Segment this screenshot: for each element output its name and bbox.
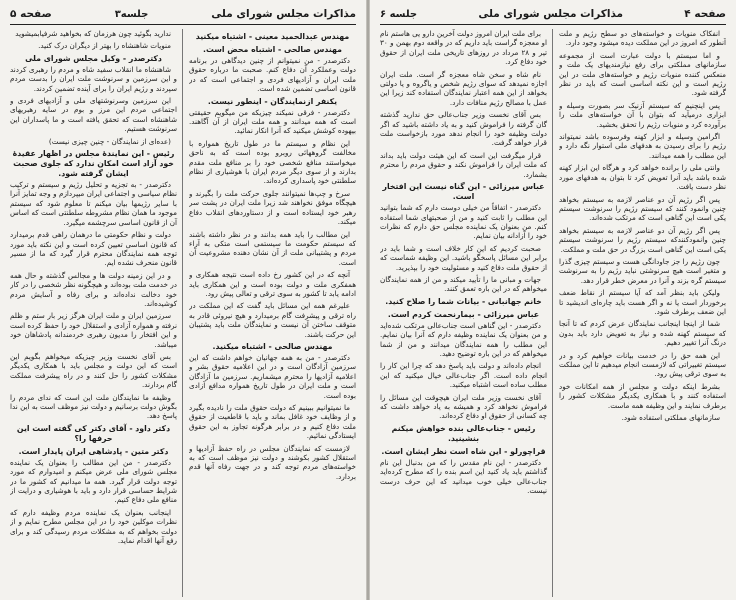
left-page-session: جلسه۳ xyxy=(114,8,149,20)
text-paragraph: دکترصدر - من به همه جهانیان خواهم داشت که این سرزمین آزادگان است و در این اعلامیه حقوق بشر و اعلامیه آزادیها را محترم میشماریم. سرزمین ما آزادگان است و ملت ایران در طول تاریخ همواره مدافع آزادی بوده است. xyxy=(189,352,356,400)
text-paragraph: منویات شاهنشاه را بهتر از دیگران درک کنید. xyxy=(38,41,171,51)
speaker-line: رئیس - این نمایندهٔ مجلس در اظهار عقیدهٔ خود آزاد است امکان ندارد که جلوی صحبت ایشان گرفته شود. xyxy=(12,149,175,179)
text-paragraph: ندارید بگوئید چون هرزمان که بخواهید شرفیابمیشوید xyxy=(15,29,171,38)
text-paragraph: برای ملت ایران امروز دولت آخرین دارو یی هاستم نام او معجزه گراست باید داریم که در واقعه دوم بهمن و ۳۰ تیر و ۲۸ مرداد در روزهای تاریخی ملت ایران از حقوق خود دفاع کرد. xyxy=(380,29,547,67)
text-paragraph: صحبت کردیم که این کار خلاف است و شما باید در برابر این مسائل پاسخگو باشید. این وظیفه شماست که از حقوق ملت دفاع کنید و مسئولیت خود را بپذیرید. xyxy=(380,243,547,272)
speaker-line: عباس میرزائی - این گناه نیست این افتخار است. xyxy=(382,182,545,202)
speaker-line: قراچورلو - این شاه است نظر ایشان است. xyxy=(381,446,546,456)
speaker-line: خانم جهانبانی - بیانات شما را صلاح کنید. xyxy=(385,296,542,306)
speaker-line: یکنفر ازنمایندگان - اینطور نیست. xyxy=(207,96,338,106)
right-page xyxy=(370,0,736,600)
text-paragraph: وانتی ملی را برانده خواهد کرد و هرگاه این ابزار کهنه شده باشد باید آنرا تعویض کرد تا بتوان به هدفهای مورد نظر دست یافت. xyxy=(559,163,726,192)
text-paragraph: لازمست که نمایندگان مجلس در راه حفظ آزادیها و استقلال کشور بکوشند و دولت نیز موظف است که به خواسته‌های مردم توجه کند و در جهت رفاه آنها قدم بردارد. xyxy=(189,443,356,481)
speaker-line: عباس میرزائی - بیمارنحمت کردم است. xyxy=(387,309,540,319)
speaker-line: مهندس عبدالحمید معینی - اشتباه میکنید xyxy=(195,32,350,41)
speaker-line: دکتر متین - پادشاهی ایران پایدار است. xyxy=(18,446,169,456)
text-paragraph: سازمانهای مملکتی استفاده شود. xyxy=(621,413,720,423)
left-page-column-left xyxy=(10,29,183,597)
right-page-column-left xyxy=(380,29,553,597)
text-paragraph: و اما سیستم با دولت عبارت است از مجموعه سازمانهای مملکتی برای رفع نیازمندیهای یک ملت و منعکس کننده منویات رژیم و خواسته‌های ملت در این رژیم است و این نکته اساسی است که باید در نظر گرفته شود. xyxy=(559,50,726,98)
text-paragraph: دکترصدر - این گناهی است جناب‌عالی مرتکب شده‌اید و من بعنوان یک نماینده وظیفه دارم که آنرا بیان نمایم. این مطلب را همه نمایندگان میدانند و من از شما میخواهم که در این باره توضیح دهید. xyxy=(380,320,547,358)
text-paragraph: چون رژیم را جز جاودانگی هست و سیستم چیزی گذرا و متغیر است هیچ سرنوشتی نباید رژیم را به سرنوشت سیستم گره بزند و آنرا در معرض خطر قرار دهد. xyxy=(559,256,726,285)
text-paragraph: ما نمیتوانیم ببینیم که دولت حقوق ملت را نادیده بگیرد و از وظایف خود غافل بماند و باید با قاطعیت از حقوق ملت دفاع کنیم و در برابر هرگونه تجاوز به این حقوق ایستادگی نمائیم. xyxy=(189,403,356,441)
text-paragraph: دکترصدر - من این مطالب را بعنوان یک نماینده مجلس شورای ملی عرض میکنم و امیدوارم که مورد توجه دولت قرار گیرد. همه ما میدانیم که کشور ما در شرایط حساسی قرار دارد و باید با هوشیاری و درایت از منافع ملی دفاع کنیم. xyxy=(10,457,177,505)
text-paragraph: شاهنشاه ما انقلاب سفید شاه و مردم را رهبری کردند و این سرزمین و سرنوشت ملت ایران را بدست مردم سپردند و رژیم ایران را برای آینده تضمین کردند. xyxy=(10,64,177,93)
text-paragraph: دکترصدر - من نمیتوانم از چنین دیدگاهی در برنامه دولت وعملکرد آن دفاع کنم. صحبت ما درباره حقوق ملت ایران و آزادیهای فردی و اجتماعی است که در قانون اساسی تضمین شده است. xyxy=(189,56,356,94)
text-paragraph: پس اینچنیم که سیستم آزنیک سر بصورت وسیله و ابزاری درمیآید که بتوان با آن خواسته‌های ملت را برآورده کرد و منویات رژیم را تحقق بخشید. xyxy=(559,100,726,129)
text-paragraph: و در این زمینه دولت ها و مجالس گذشته و حال همه در خدمت ملت بوده‌اند و هیچگونه نظر شخصی را در کار خود دخالت نداده‌اند و برای رفاه و آسایش مردم کوشیده‌اند. xyxy=(10,270,177,308)
text-paragraph: اگرامین وسیله و ابزار کهنه وفرسوده باشد نمیتواند رژیم را برای رسیدن به هدفهای ملی استوار نگه دارد و این مطلب را همه میدانند. xyxy=(559,132,726,160)
speaker-line: دکتر داود - آقای دکتر کی گفته است این حرفها را؟ xyxy=(16,423,171,443)
right-page-title: مذاکرات مجلس شورای ملی xyxy=(478,8,624,20)
text-paragraph: پس اگر رژیم آن دو عناصر لازمه به سیستم بخواهد چنین وانمودکنندکه سیستم رژیم را سرنوشت سیستم یکی است این گناهی است بزرگ در حق ملت و مملکت. xyxy=(559,225,726,254)
text-paragraph: اینجانب بعنوان یک نماینده مردم وظیفه دارم که نظرات موکلین خود را در این مجلس مطرح نمایم و از دولت بخواهم که به مشکلات مردم رسیدگی کند و برای رفع آنها اقدام نماید. xyxy=(10,507,177,546)
text-paragraph: این مطالب را باید همه بدانند و در نظر داشته باشند که سیستم حکومت ما سیستمی است متکی به آراء مردم و پشتیبانی ملت از آن نشان دهنده مشروعیت آن است. xyxy=(189,229,356,267)
text-paragraph: انجام داده‌اند و دولت باید پاسخ دهد که چرا این کار را انجام داده است. اگر جناب‌عالی خیال میکنید که این مطلب ساده است اشتباه میکنید. xyxy=(380,361,547,390)
text-paragraph: جهات و مبانی ما را تأیید میکند و من از همه نمایندگان میخواهم که در این باره تعمق کنند. xyxy=(380,274,547,294)
text-paragraph: سرزمین ایران و ملت ایران هرگز زیر بار ستم و ظلم نرفته و همواره آزادی و استقلال خود را حفظ کرده است و این افتخار را مدیون رهبری خردمندانه پادشاهان خود میباشد. xyxy=(10,311,177,349)
left-page-column-right xyxy=(189,29,356,597)
left-page xyxy=(0,0,366,600)
text-paragraph: دولت و نظام حکومتی ما درهمان راهی قدم برمیدارد که قانون اساسی تعیین کرده است و این نکته باید مورد توجه همه نمایندگان محترم قرار گیرد که ما از مسیر قانون منحرف نشده ایم. xyxy=(10,230,177,268)
speaker-line: دکترصدر - وکیل مجلس شورای ملی xyxy=(25,53,162,63)
text-paragraph: این همه حق را در خدمت بیانات خواهیم کرد و در سیستم تغییراتی که لازمست انجام میدهیم تا این مملکت به سوی ترقی پیش رود. xyxy=(559,350,726,379)
text-paragraph: بشرط اینکه دولت و مجلس از همه امکانات خود استفاده کنند و با همکاری یکدیگر مشکلات کشور را برطرف نمایند و این وظیفه همه ماست. xyxy=(559,381,726,410)
right-page-header xyxy=(380,4,726,25)
text-paragraph: قرار میگرفت این است که این هیئت دولت باید بداند که ملت ایران را فراموش نکند و حقوق مردم را محترم بشمارد. xyxy=(380,150,547,179)
text-paragraph: این سرزمین وسرنوشتهای ملی و آزادیهای فردی و اجتماعی مردم این مرز و بوم در سایه رهبریهای شاهنشاه است که تحقق یافته است و ما پاسداران این سرنوشت هستیم. xyxy=(10,96,177,134)
text-paragraph: انفکاک منویات و خواسته‌های دو سطح رژیم و ملت آنطور که امروز در این مملکت دیده میشود وجود دارد. xyxy=(559,29,726,48)
left-page-header xyxy=(10,4,356,25)
text-paragraph: سرخ و چپ‌ها نمیتوانند جلوی حرکت ملت را بگیرند و هیچگاه موفق نخواهند شد زیرا ملت ایران در پشت سر رهبر خود ایستاده است و از دستاوردهای انقلاب دفاع میکند. xyxy=(189,188,356,227)
speaker-line: مهندس صالحی - اشتباه محض است. xyxy=(203,45,342,54)
text-paragraph: دکترصدر - این نام مقدس را که من بدنبال این نام گذاشتم باید یاد کنید این اسم بنده را که مطرح کرده‌اید جناب‌عالی خیلی خوب میدانید که این حرف درست نیست. xyxy=(380,457,547,496)
right-page-column-right xyxy=(559,29,726,597)
text-paragraph: دکترصدر - فرقی نمیکند چیزیکه من میگویم حقیقتی است که همه میدانند و همه ملت ایران از آن آگاهند. بیهوده کوشش میکنید که آنرا انکار نمائید. xyxy=(189,107,356,136)
right-page-number: صفحه ۴ xyxy=(684,8,726,20)
left-page-title: مذاکرات مجلس شورای ملی xyxy=(211,8,356,20)
text-paragraph: ولیکن باید بنظر آمد که آیا سیستم از نقاط ضعف برخوردار است یا نه و اگر هست باید چاره‌ای اندیشید تا این ضعف برطرف شود. xyxy=(559,288,726,316)
right-page-columns xyxy=(380,29,726,597)
text-paragraph: آقای نخست وزیر ملت ایران هیچوقت این مسائل را فراموش نخواهد کرد و همیشه به یاد خواهد داشت که چه کسانی از حقوق او دفاع کرده‌اند. xyxy=(380,392,547,421)
text-paragraph: آنچه که در این کشور رخ داده است نتیجه همکاری و همفکری ملت و دولت بوده است و این همکاری باید ادامه یابد تا کشور به سوی ترقی و تعالی پیش رود. xyxy=(189,270,356,298)
speaker-line: مهندس صالحی - اشتباه میکنید. xyxy=(212,341,333,351)
left-page-number: صفحه ۵ xyxy=(10,8,52,20)
text-paragraph: وظیفه ما نمایندگان ملت این است که ندای مردم را بگوش دولت برسانیم و دولت نیز موظف است به این ندا پاسخ دهد. xyxy=(10,392,177,421)
text-paragraph: دکترصدر - اتفاقاً من خیلی دوست دارم که شما بتوانید این مطلب را ثابت کنید و من از صحبتهای شما استفاده کنم. من بعنوان یک نماینده مجلس حق دارم که نظرات خود را آزادانه بیان نمایم. xyxy=(380,203,547,241)
left-page-columns xyxy=(10,29,356,597)
text-paragraph: دکترصدر - به تجزیه و تحلیل رژیم و سیستم و ترکیب نظام سیاسی و اجتماعی ایران میپردازم و وجه تمایز آنرا با سایر رژیمها بیان میکنم تا معلوم شود که سیستم موجود ما همان نظام مشروطه سلطنتی است که اساس آن از قانون اساسی سرچشمه میگیرد. xyxy=(10,180,177,227)
text-paragraph: شما از اینجا اینجانب نمایندگان عرض کردم که تا آنجا که سیستم کهنه شده و نیاز به تعویض دارد باید بدون درنگ آنرا تغییر دهیم. xyxy=(559,319,726,348)
text-paragraph: بس آقای نخست وزیر چیزیکه میخواهم بگویم این است که این دولت و مجلس باید با همکاری یکدیگر مشکلات کشور را حل کنند و در راه پیشرفت مملکت گام بردارند. xyxy=(10,351,177,390)
text-paragraph: نام شاه و سخن شاه معجزه گر است. ملت ایران اجازه نمیدهد که سوای رژیم شخص و یاگروه و یا دولتی بخواهد از این همه اعتبار نمایندگان استفاده کند زیرا این عمل با مصالح رژیم منافات دارد. xyxy=(380,69,547,107)
text-paragraph: (عده‌ای از نمایندگان - چنین چیزی نیست) xyxy=(48,136,171,146)
text-paragraph: پس اگر رژیم آن دو عناصر لازمه به سیستم بخواهد چنین وانمود کنند که سیستم رژیم را سرنوشت سیستم یکی است این گناهی است که مرتکب شده‌اند. xyxy=(559,194,726,223)
text-paragraph: علیرغم همه این مسائل باید گفت که این مملکت در راه ترقی و پیشرفت گام برمیدارد و هیچ نیروئی قادر به متوقف ساختن آن نیست و نمایندگان ملت باید پشتیبان این حرکت باشند. xyxy=(189,301,356,339)
text-paragraph: این نظام و سیستم ما در طول تاریخ همواره با مخالفت گروههائی روبرو بوده است که به ناحق میخواستند منافع شخصی خود را بر منافع ملت مقدم بدارند و از سوی دیگر مردم ایران با هوشیاری از نظام سلطنتی خود پاسداری کرده‌اند. xyxy=(189,138,356,186)
right-page-session: جلسه ۶ xyxy=(380,8,418,20)
speaker-line: رئیس - جناب‌عالی بنده خواهش میکنم بنشینید. xyxy=(391,423,536,443)
text-paragraph: بس آقای نخست وزیر جناب‌عالی حق ندارید گذشته گان گرفته را فراموش کنید و به یاد داشته باشید که اگر دولت وظیفه خود را انجام ندهد مورد بازخواست ملت قرار خواهد گرفت. xyxy=(380,110,547,148)
